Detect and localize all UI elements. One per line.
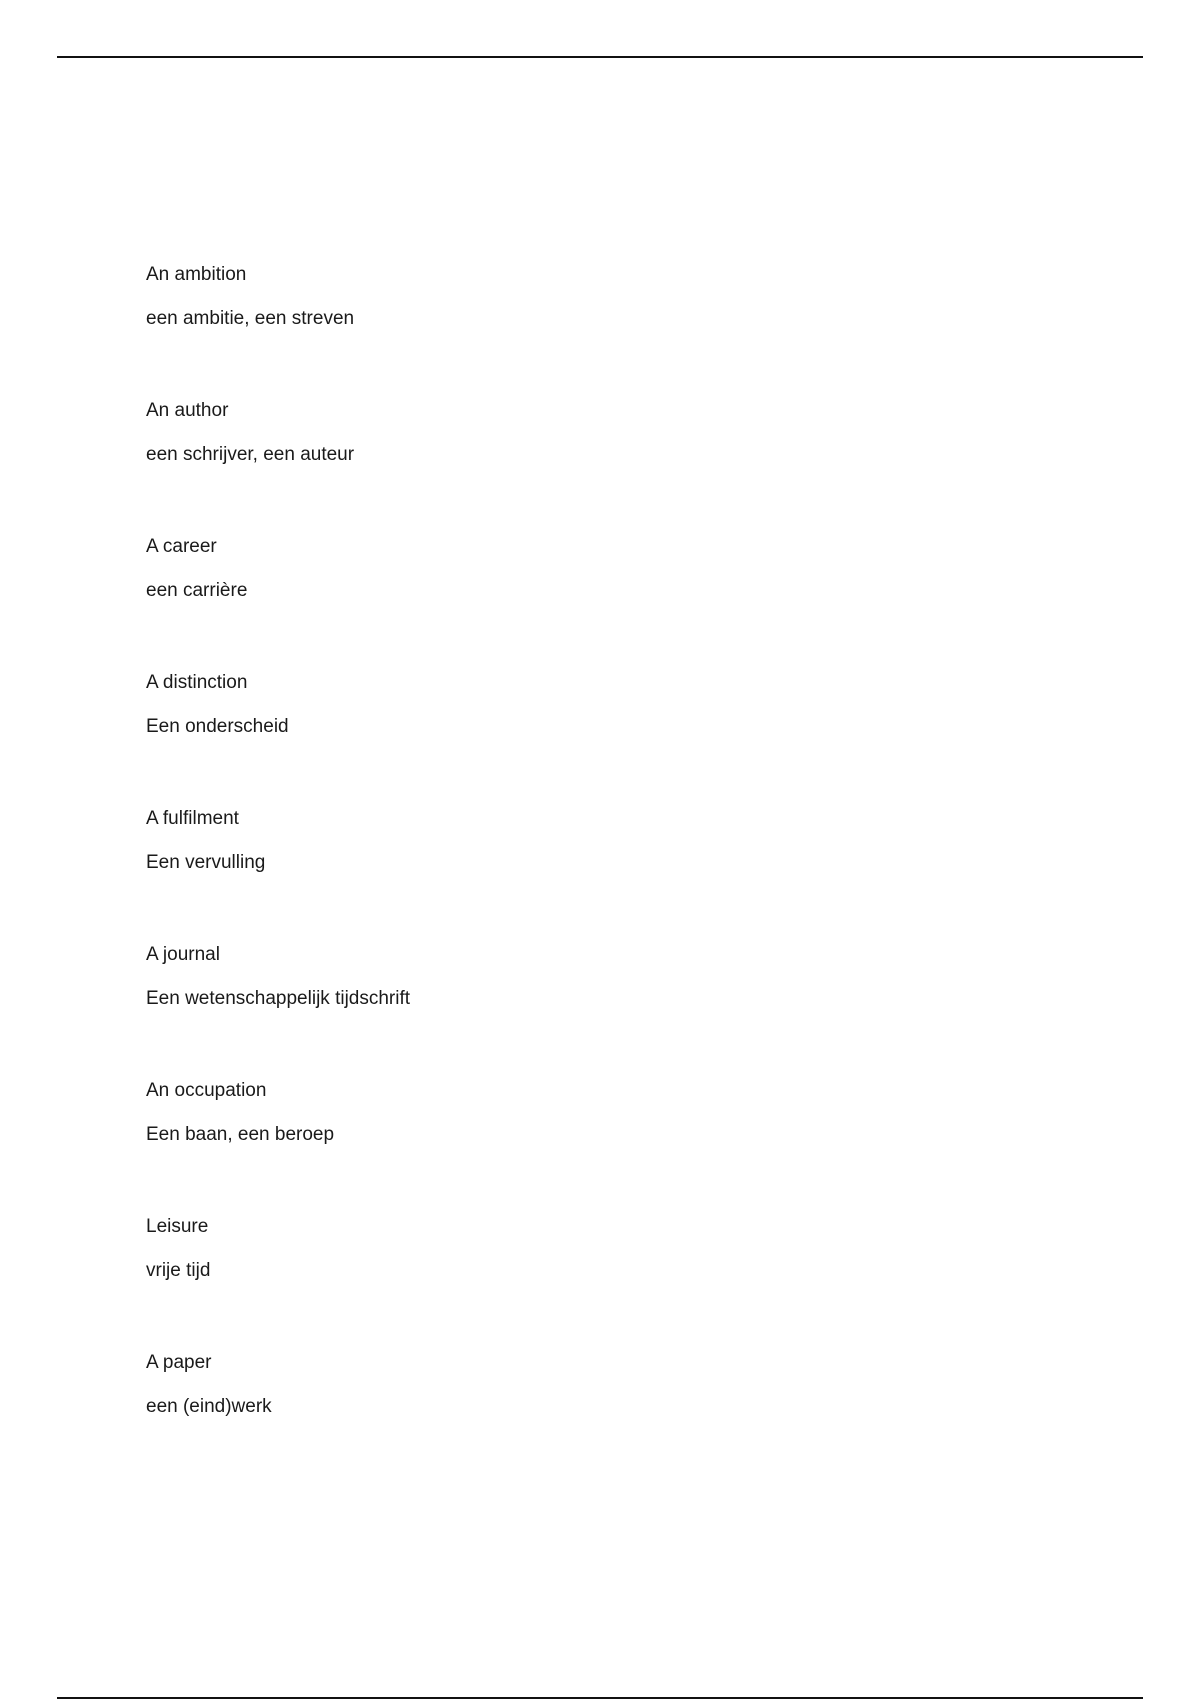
bottom-divider: [57, 1697, 1143, 1699]
vocabulary-translation: vrije tijd: [146, 1260, 211, 1281]
vocabulary-entry: [146, 260, 1046, 396]
vocabulary-entry: [146, 1212, 1046, 1348]
vocabulary-term: An occupation: [146, 1080, 267, 1101]
vocabulary-entry: [146, 668, 1046, 804]
vocabulary-entry: [146, 1076, 1046, 1212]
vocabulary-entry: [146, 532, 1046, 668]
vocabulary-term: A fulfilment: [146, 808, 239, 829]
vocabulary-entry: [146, 940, 1046, 1076]
top-divider: [57, 56, 1143, 58]
vocabulary-entry: [146, 804, 1046, 940]
vocabulary-translation: Een vervulling: [146, 852, 266, 873]
vocabulary-term: An ambition: [146, 264, 247, 285]
vocabulary-translation: een (eind)werk: [146, 1396, 272, 1417]
vocabulary-term: A career: [146, 536, 217, 557]
vocabulary-entry: [146, 1348, 1046, 1484]
vocabulary-translation: Een wetenschappelijk tijdschrift: [146, 988, 411, 1009]
vocabulary-translation: een carrière: [146, 580, 248, 601]
vocabulary-translation: Een onderscheid: [146, 716, 289, 737]
vocabulary-term: Leisure: [146, 1216, 209, 1237]
vocabulary-term: A distinction: [146, 672, 248, 693]
vocabulary-term: An author: [146, 400, 229, 421]
vocabulary-translation: een schrijver, een auteur: [146, 444, 355, 465]
vocabulary-list: [146, 260, 1046, 1484]
vocabulary-entry: [146, 396, 1046, 532]
vocabulary-term: A journal: [146, 944, 220, 965]
vocabulary-translation: Een baan, een beroep: [146, 1124, 335, 1145]
vocabulary-term: A paper: [146, 1352, 212, 1373]
vocabulary-translation: een ambitie, een streven: [146, 308, 355, 329]
